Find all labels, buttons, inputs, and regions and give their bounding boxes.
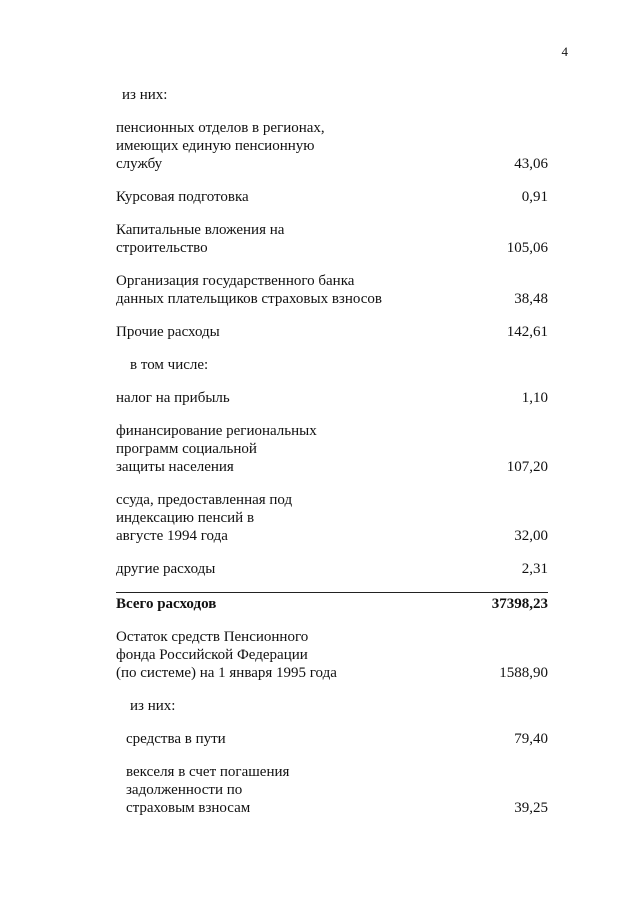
- total-expenses-row: [116, 592, 548, 613]
- item-fund-balance: [116, 628, 548, 682]
- item-value: 1,10: [521, 390, 548, 406]
- section-heading-of-which-2: из них:: [130, 698, 176, 714]
- item-label: Организация государственного банка данных плательщиков страховых взносов: [116, 273, 382, 307]
- item-label: векселя в счет погашения задолженности по страховым взносам: [126, 764, 290, 816]
- item-value: 79,40: [514, 731, 548, 747]
- item-value: 38,48: [514, 291, 548, 307]
- item-label: ссуда, предоставленная под индексацию пенсий в августе 1994 года: [116, 492, 293, 544]
- section-heading-including: в том числе:: [130, 357, 209, 373]
- item-funds-in-transit: [116, 730, 548, 748]
- item-label: другие расходы: [116, 561, 216, 577]
- page-number: 4: [561, 44, 568, 59]
- item-value: 142,61: [506, 324, 548, 340]
- item-other-costs: [116, 560, 548, 578]
- item-value: 32,00: [514, 528, 548, 544]
- item-pension-loan: [116, 491, 548, 545]
- total-value: 37398,23: [491, 596, 548, 612]
- item-value: 0,91: [521, 189, 548, 205]
- item-label: пенсионных отделов в регионах, имеющих единую пенсионную службу: [116, 120, 325, 172]
- item-regional-programs: [116, 422, 548, 476]
- item-label: налог на прибыль: [116, 390, 230, 406]
- item-value: 107,20: [506, 459, 548, 475]
- item-value: 1588,90: [499, 665, 548, 681]
- item-label: средства в пути: [126, 731, 226, 747]
- expense-document: [116, 86, 548, 817]
- item-other-expenses: [116, 323, 548, 341]
- item-profit-tax: [116, 389, 548, 407]
- item-value: 2,31: [521, 561, 548, 577]
- item-capital-investment: [116, 221, 548, 257]
- item-value: 43,06: [514, 156, 548, 172]
- section-heading-of-which: из них:: [122, 87, 168, 103]
- item-value: 39,25: [514, 800, 548, 816]
- item-promissory-notes: [116, 763, 548, 817]
- item-label: Капитальные вложения на строительство: [116, 222, 285, 256]
- item-value: 105,06: [506, 240, 548, 256]
- item-regional-pension-offices: [116, 119, 548, 173]
- item-training-courses: [116, 188, 548, 206]
- item-state-data-bank: [116, 272, 548, 308]
- total-label: Всего расходов: [116, 596, 217, 612]
- item-label: Прочие расходы: [116, 324, 220, 340]
- item-label: Курсовая подготовка: [116, 189, 249, 205]
- item-label: Остаток средств Пенсионного фонда Российской Федерации (по системе) на 1 января 1995 года: [116, 629, 337, 681]
- item-label: финансирование региональных программ социальной защиты населения: [116, 423, 317, 475]
